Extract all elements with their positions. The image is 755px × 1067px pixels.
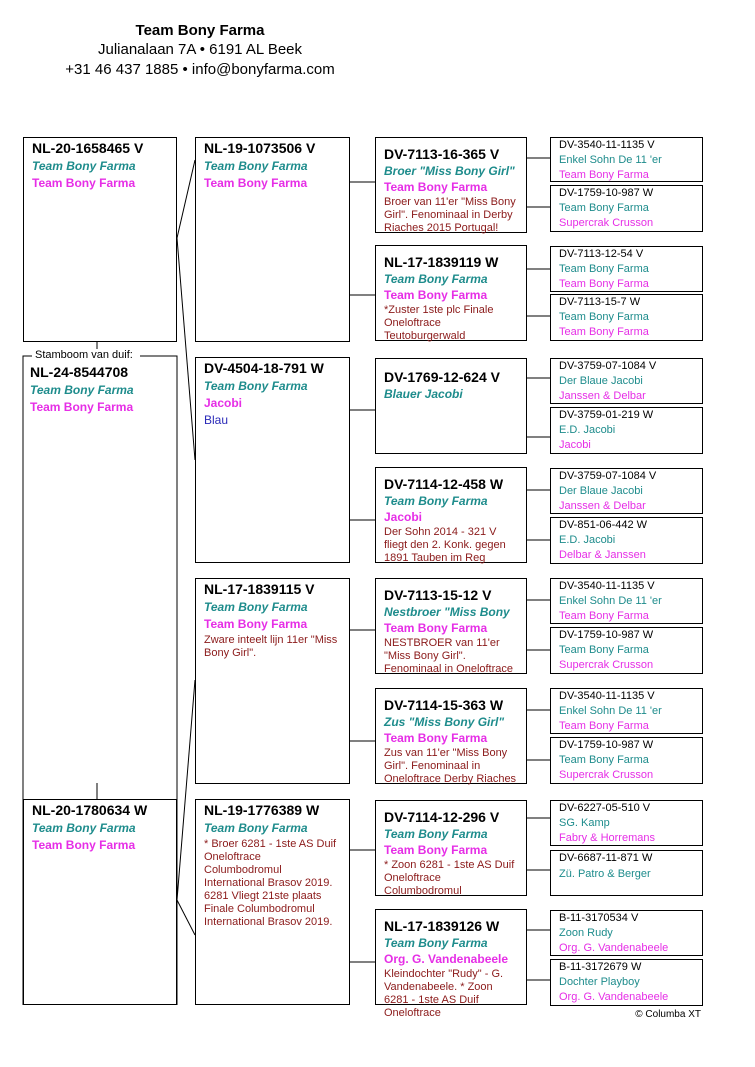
ancestor-line-3: Org. G. Vandenabeele: [559, 991, 669, 1003]
ancestor-card[interactable]: [550, 294, 703, 341]
ancestor-line-2: Team Bony Farma: [559, 644, 649, 656]
ancestor-line-2: Zü. Patro & Berger: [559, 868, 651, 880]
ancestor-line-3: Janssen & Delbar: [559, 390, 646, 402]
ancestor-line-2: E.D. Jacobi: [559, 424, 616, 436]
ancestor-line-2: Dochter Playboy: [559, 976, 640, 988]
ancestor-card[interactable]: [550, 627, 703, 674]
father-card[interactable]: [23, 137, 177, 342]
ancestor-card[interactable]: [550, 246, 703, 292]
great-grandparent-card[interactable]: [375, 137, 527, 233]
father-ring: NL-20-1658465 V: [32, 140, 144, 156]
grandparent-card[interactable]: [195, 799, 350, 1005]
ancestor-ring: B-11-3170534 V: [559, 912, 639, 924]
ancestor-line-2: E.D. Jacobi: [559, 534, 616, 546]
great-grandparent-owner: Team Bony Farma: [384, 288, 488, 302]
grandparent-note: Zware inteelt lijn 11er "Miss Bony Girl".: [204, 634, 338, 659]
ancestor-ring: DV-3540-11-1135 V: [559, 139, 655, 151]
ancestor-line-3: Team Bony Farma: [559, 610, 649, 622]
great-grandparent-note: *Zuster 1ste plc Finale Oneloftrace Teutoburgerwald: [384, 304, 494, 342]
great-grandparent-ring: DV-7113-15-12 V: [384, 587, 492, 603]
ancestor-line-2: Team Bony Farma: [559, 754, 649, 766]
great-grandparent-team: Team Bony Farma: [384, 494, 488, 508]
ancestor-ring: DV-851-06-442 W: [559, 519, 648, 531]
grandparent-team: Team Bony Farma: [204, 159, 308, 173]
grandparent-card[interactable]: [195, 137, 350, 342]
great-grandparent-owner: Team Bony Farma: [384, 731, 488, 745]
great-grandparent-note: Der Sohn 2014 - 321 V fliegt den 2. Konk. gegen 1891 Tauben im Reg: [384, 526, 506, 564]
grandparent-card[interactable]: [195, 357, 350, 563]
grandparent-ring: NL-19-1073506 V: [204, 140, 316, 156]
great-grandparent-ring: DV-1769-12-624 V: [384, 369, 500, 385]
ancestor-line-3: Team Bony Farma: [559, 169, 649, 181]
subject-card[interactable]: [30, 364, 170, 414]
great-grandparent-ring: NL-17-1839126 W: [384, 918, 500, 934]
great-grandparent-team: Blauer Jacobi: [384, 387, 463, 401]
ancestor-card[interactable]: [550, 959, 703, 1006]
grandparent-team: Team Bony Farma: [204, 821, 308, 835]
great-grandparent-owner: Team Bony Farma: [384, 843, 488, 857]
great-grandparent-note: * Zoon 6281 - 1ste AS Duif Oneloftrace Columbodromul: [384, 859, 515, 897]
ancestor-ring: DV-6687-11-871 W: [559, 852, 653, 864]
grandparent-team: Team Bony Farma: [204, 379, 308, 393]
ancestor-line-3: Janssen & Delbar: [559, 500, 646, 512]
ancestor-ring: DV-1759-10-987 W: [559, 739, 654, 751]
ancestor-card[interactable]: [550, 358, 703, 404]
ancestor-line-2: Enkel Sohn De 11 'er: [559, 705, 662, 717]
great-grandparent-team: Broer "Miss Bony Girl": [384, 164, 515, 178]
great-grandparent-team: Team Bony Farma: [384, 272, 488, 286]
great-grandparent-owner: Team Bony Farma: [384, 621, 488, 635]
breeder-address: Julianalaan 7A • 6191 AL Beek: [97, 41, 303, 58]
copyright-text: © Columba XT: [635, 1009, 701, 1020]
father-team: Team Bony Farma: [32, 159, 136, 173]
great-grandparent-note: Zus van 11'er "Miss Bony Girl". Fenominaal in Oneloftrace Derby Riaches: [384, 747, 517, 785]
ancestor-card[interactable]: [550, 185, 703, 232]
grandparent-owner: Team Bony Farma: [204, 176, 308, 190]
ancestor-card[interactable]: [550, 737, 703, 784]
ancestor-ring: DV-7113-15-7 W: [559, 296, 641, 308]
ancestor-line-2: Der Blaue Jacobi: [559, 375, 643, 387]
grandparent-team: Team Bony Farma: [204, 600, 308, 614]
great-grandparent-card[interactable]: [375, 358, 527, 454]
ancestor-line-2: Der Blaue Jacobi: [559, 485, 643, 497]
ancestor-card[interactable]: [550, 850, 703, 896]
ancestor-ring: DV-1759-10-987 W: [559, 629, 654, 641]
ancestor-line-2: Team Bony Farma: [559, 311, 649, 323]
great-grandparent-owner: Team Bony Farma: [384, 180, 488, 194]
ancestor-line-2: Zoon Rudy: [559, 927, 613, 939]
ancestor-line-3: Supercrak Crusson: [559, 769, 654, 781]
mother-owner: Team Bony Farma: [32, 838, 136, 852]
father-owner: Team Bony Farma: [32, 176, 136, 190]
ancestor-line-3: Org. G. Vandenabeele: [559, 942, 669, 954]
subject-team: Team Bony Farma: [30, 383, 134, 397]
great-grandparent-ring: NL-17-1839119 W: [384, 254, 499, 270]
great-grandparent-card[interactable]: [375, 578, 527, 674]
grandparent-note: * Broer 6281 - 1ste AS Duif Oneloftrace Columbodromul International Brasov 2019. 6281 Vliegt 21ste plaats Finale Columbodromul International Brasov 2019.: [204, 838, 337, 928]
great-grandparent-note: Broer van 11'er "Miss Bony Girl". Fenominaal in Derby Riaches 2015 Portugal!: [384, 196, 516, 234]
great-grandparent-owner: Org. G. Vandenabeele: [384, 952, 509, 966]
grandparent-card[interactable]: [195, 578, 350, 784]
great-grandparent-team: Team Bony Farma: [384, 827, 488, 841]
great-grandparent-ring: DV-7113-16-365 V: [384, 146, 500, 162]
ancestor-card[interactable]: [550, 517, 703, 564]
ancestor-line-2: Team Bony Farma: [559, 202, 649, 214]
grandparent-color: Blau: [204, 413, 229, 427]
ancestor-line-3: Supercrak Crusson: [559, 217, 654, 229]
ancestor-ring: DV-1759-10-987 W: [559, 187, 654, 199]
ancestor-card[interactable]: [550, 468, 703, 514]
mother-team: Team Bony Farma: [32, 821, 136, 835]
great-grandparent-owner: Jacobi: [384, 510, 423, 524]
grandparent-owner: Team Bony Farma: [204, 617, 308, 631]
grandparent-ring: NL-19-1776389 W: [204, 802, 320, 818]
ancestor-card[interactable]: [550, 800, 703, 846]
grandparent-ring: NL-17-1839115 V: [204, 581, 315, 597]
great-grandparent-note: NESTBROER van 11'er "Miss Bony Girl". Fenominaal in Oneloftrace: [384, 637, 514, 675]
ancestor-line-2: Enkel Sohn De 11 'er: [559, 595, 662, 607]
ancestor-line-3: Team Bony Farma: [559, 278, 649, 290]
ancestor-line-2: Team Bony Farma: [559, 263, 649, 275]
ancestor-line-3: Fabry & Horremans: [559, 832, 655, 844]
mother-ring: NL-20-1780634 W: [32, 802, 148, 818]
great-grandparent-card[interactable]: [375, 909, 527, 1019]
ancestor-ring: DV-3540-11-1135 V: [559, 690, 655, 702]
ancestor-ring: DV-7113-12-54 V: [559, 248, 644, 260]
ancestor-card[interactable]: [550, 137, 703, 182]
great-grandparent-note: Kleindochter "Rudy" - G. Vandenabeele. * Zoon 6281 - 1ste AS Duif Oneloftrace: [384, 968, 504, 1019]
great-grandparent-card[interactable]: [375, 688, 527, 784]
ancestor-ring: DV-3759-07-1084 V: [559, 360, 657, 372]
ancestor-ring: DV-3759-07-1084 V: [559, 470, 657, 482]
ancestor-card[interactable]: [550, 688, 703, 734]
great-grandparent-card[interactable]: [375, 467, 527, 563]
ancestor-line-3: Supercrak Crusson: [559, 659, 654, 671]
ancestor-card[interactable]: [550, 407, 703, 454]
breeder-name: Team Bony Farma: [135, 22, 265, 39]
ancestor-card[interactable]: [550, 578, 703, 624]
grandparent-ring: DV-4504-18-791 W: [204, 360, 324, 376]
great-grandparent-card[interactable]: [375, 245, 527, 341]
subject-caption: Stamboom van duif:: [35, 349, 133, 361]
great-grandparent-ring: DV-7114-12-296 V: [384, 809, 500, 825]
great-grandparent-ring: DV-7114-15-363 W: [384, 697, 504, 713]
ancestor-ring: DV-3540-11-1135 V: [559, 580, 655, 592]
great-grandparent-ring: DV-7114-12-458 W: [384, 476, 504, 492]
ancestor-card[interactable]: [550, 910, 703, 956]
subject-owner: Team Bony Farma: [30, 400, 134, 414]
great-grandparent-team: Nestbroer "Miss Bony: [384, 605, 510, 619]
ancestor-line-3: Team Bony Farma: [559, 720, 649, 732]
ancestor-line-2: Enkel Sohn De 11 'er: [559, 154, 662, 166]
ancestor-line-3: Delbar & Janssen: [559, 549, 646, 561]
subject-ring: NL-24-8544708: [30, 364, 129, 380]
ancestor-ring: DV-3759-01-219 W: [559, 409, 654, 421]
ancestor-ring: B-11-3172679 W: [559, 961, 642, 973]
great-grandparent-team: Team Bony Farma: [384, 936, 488, 950]
great-grandparent-team: Zus "Miss Bony Girl": [384, 715, 505, 729]
ancestor-line-2: SG. Kamp: [559, 817, 610, 829]
breeder-contact: +31 46 437 1885 • info@bonyfarma.com: [65, 61, 335, 78]
ancestor-ring: DV-6227-05-510 V: [559, 802, 651, 814]
great-grandparent-card[interactable]: [375, 800, 527, 896]
mother-card[interactable]: [23, 799, 177, 1005]
ancestor-line-3: Jacobi: [559, 439, 591, 451]
ancestor-line-3: Team Bony Farma: [559, 326, 649, 338]
grandparent-owner: Jacobi: [204, 396, 243, 410]
